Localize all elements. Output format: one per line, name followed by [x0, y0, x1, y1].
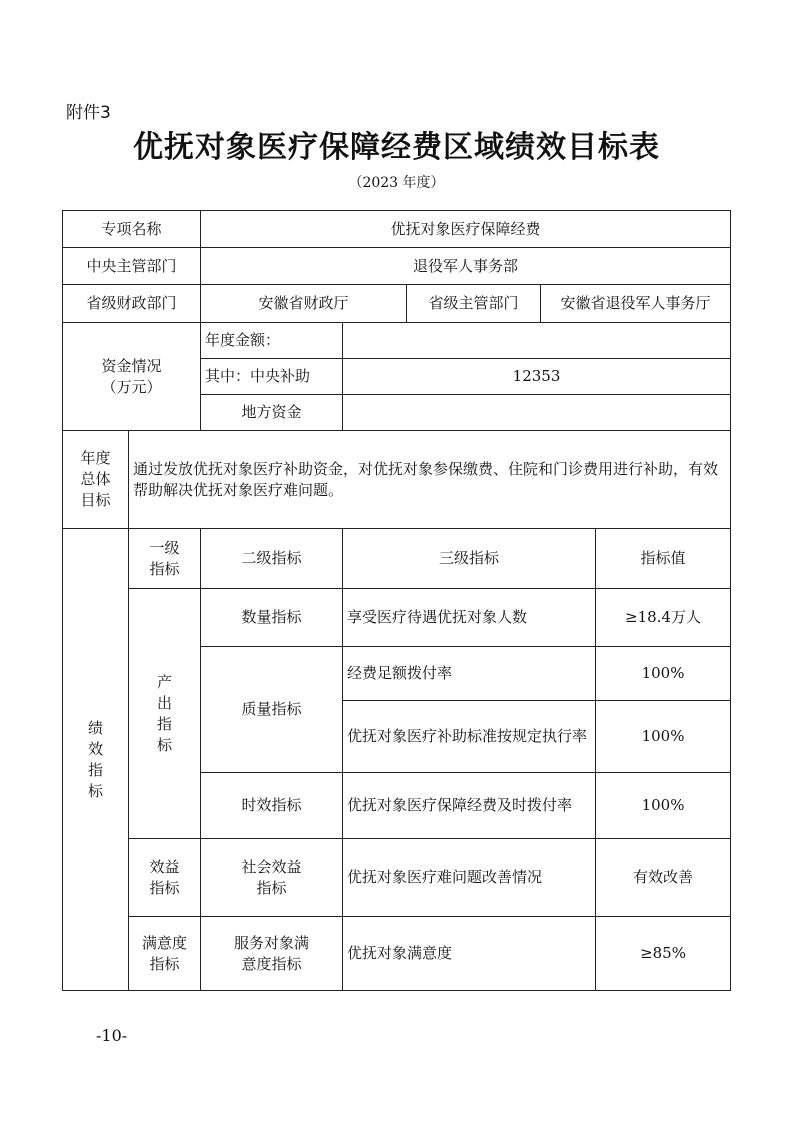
perf-label: 绩效指标 [63, 529, 129, 991]
quantity-label: 数量指标 [201, 589, 343, 647]
local-funds-label: 地方资金 [201, 395, 343, 431]
table-row [63, 323, 731, 359]
indicator-value: 有效改善 [596, 839, 731, 917]
project-label: 专项名称 [63, 211, 201, 248]
attachment-label: 附件3 [66, 103, 111, 123]
indicator-name: 优抚对象满意度 [343, 917, 596, 991]
table-row [63, 529, 731, 589]
funds-label [63, 323, 201, 431]
table-row [63, 248, 731, 285]
annual-amount-label: 年度金额： [201, 323, 343, 359]
indicator-name: 经费足额拨付率 [343, 647, 596, 701]
indicator-name: 优抚对象医疗难问题改善情况 [343, 839, 596, 917]
central-dept-value: 退役军人事务部 [201, 248, 731, 285]
page-number: -10- [96, 1026, 128, 1045]
page-title: 优抚对象医疗保障经费区域绩效目标表 [133, 130, 660, 165]
prov-fin-label: 省级财政部门 [63, 285, 201, 323]
timeliness-label: 时效指标 [201, 773, 343, 839]
goal-text: 通过发放优抚对象医疗补助资金，对优抚对象参保缴费、住院和门诊费用进行补助，有效帮助解决优抚对象医疗难问题。 [129, 431, 731, 529]
table-row [63, 589, 731, 647]
indicator-value: 100% [596, 773, 731, 839]
indicator-name: 优抚对象医疗补助标准按规定执行率 [343, 701, 596, 773]
benefit-label: 效益指标 [129, 839, 201, 917]
central-subsidy-label: 其中：中央补助 [201, 359, 343, 395]
output-label: 产出指标 [129, 589, 201, 839]
indicator-value: ≥18.4万人 [596, 589, 731, 647]
project-value: 优抚对象医疗保障经费 [201, 211, 731, 248]
goal-label-line: 总体 [80, 470, 111, 488]
prov-dept-label: 省级主管部门 [407, 285, 541, 323]
header-value: 指标值 [596, 529, 731, 589]
satisfaction-label: 满意度指标 [129, 917, 201, 991]
table-row [63, 839, 731, 917]
indicator-value: 100% [596, 647, 731, 701]
table-row [63, 917, 731, 991]
table-row [63, 211, 731, 248]
header-level3: 三级指标 [343, 529, 596, 589]
prov-dept-value: 安徽省退役军人事务厅 [541, 285, 731, 323]
goal-label-line: 目标 [80, 491, 111, 509]
performance-target-table [62, 210, 731, 991]
service-label: 服务对象满意度指标 [201, 917, 343, 991]
prov-fin-value: 安徽省财政厅 [201, 285, 407, 323]
table-row [63, 285, 731, 323]
goal-label [63, 431, 129, 529]
header-level1: 一级指标 [129, 529, 201, 589]
local-funds-value [343, 395, 731, 431]
central-subsidy-value: 12353 [343, 359, 731, 395]
indicator-value: ≥85% [596, 917, 731, 991]
indicator-name: 优抚对象医疗保障经费及时拨付率 [343, 773, 596, 839]
year-label: （2023 年度） [348, 175, 445, 191]
goal-label-line: 年度 [80, 449, 111, 467]
table-row [63, 431, 731, 529]
social-label: 社会效益指标 [201, 839, 343, 917]
header-level2: 二级指标 [201, 529, 343, 589]
indicator-value: 100% [596, 701, 731, 773]
indicator-name: 享受医疗待遇优抚对象人数 [343, 589, 596, 647]
annual-amount-value [343, 323, 731, 359]
central-dept-label: 中央主管部门 [63, 248, 201, 285]
funds-label-unit: （万元） [101, 377, 162, 396]
quality-label: 质量指标 [201, 647, 343, 773]
funds-label-line: 资金情况 [101, 356, 162, 375]
